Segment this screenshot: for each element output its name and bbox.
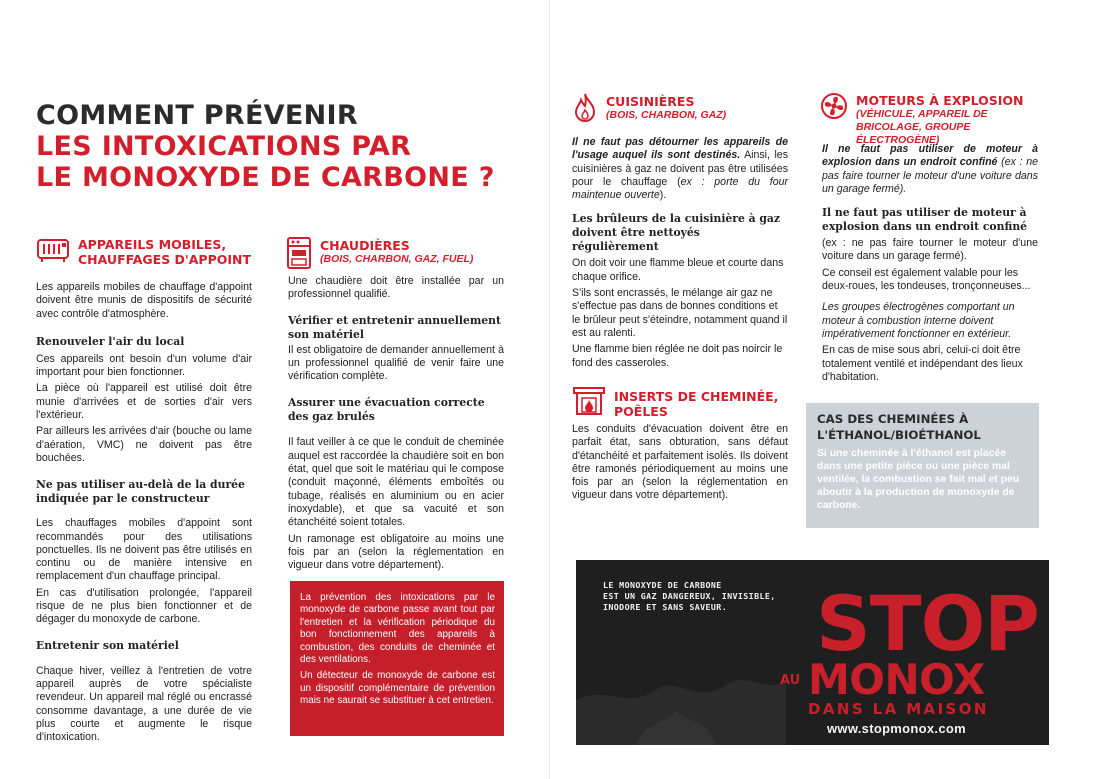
section-moteurs	[820, 92, 1044, 147]
paragraph: Chaque hiver, veillez à l'entretien de votre appareil auprès de votre spécialiste revendeur. Un appareil mal réglé ou encrassé consomme davantage, a une durée de vie plus courte et augmente le risque d'intoxication.	[36, 664, 252, 744]
title-line-1: COMMENT PRÉVENIR	[36, 100, 358, 131]
ethanol-callout	[806, 403, 1039, 528]
section-title: CHAUDIÈRES	[320, 238, 410, 253]
paragraph: En cas de mise sous abri, celui-ci doit être totalement ventilé et indépendant des lieux d'habitation.	[822, 344, 1023, 383]
section-header	[820, 92, 1044, 147]
monox-logo-text: MONOX	[808, 655, 985, 704]
text: ).	[659, 189, 667, 202]
subheading: Ne pas utiliser au-delà de la durée	[36, 478, 245, 492]
paragraph: Il faut veiller à ce que le conduit de cheminée auquel est raccordée la chaudière soit en bon état, quel que soit le matériau qui le compose (conduit maçonné, éléments emboîtés ou tubage, réalisés en aluminium ou en acier inoxydable), et que sa vacuité et son étanchéité soient totales.	[288, 436, 504, 529]
emphasis: Il ne faut pas utiliser de moteur à explosion dans un endroit confiné	[822, 143, 1038, 169]
banner-text	[603, 580, 823, 613]
subheading: Les brûleurs de la cuisinière à gaz	[572, 212, 781, 226]
section-title: APPAREILS MOBILES,	[78, 237, 227, 252]
cuisinieres-body	[572, 136, 788, 370]
section-subtitle-2: BRICOLAGE, GROUPE ÉLECTROGÈNE)	[856, 121, 971, 146]
stop-logo-text: STOP	[816, 579, 1039, 668]
paragraph: Les appareils mobiles de chauffage d'appoint doivent être munis de dispositifs de sécurité avec contrôle d'atmosphère.	[36, 281, 252, 320]
paragraph: Une chaudière doit être installée par un professionnel qualifié.	[288, 275, 504, 301]
section-header	[572, 386, 790, 421]
maison-logo-text: DANS LA MAISON	[808, 700, 989, 718]
section-header	[36, 234, 252, 269]
subheading: Assurer une évacuation correcte	[288, 396, 485, 410]
subheading: des gaz brulés	[288, 410, 375, 424]
subheading: Vérifier et entretenir annuellement	[288, 313, 501, 327]
callout-title: CAS DES CHEMINÉES À	[817, 412, 969, 426]
boiler-icon	[286, 236, 312, 275]
page-fold	[549, 0, 550, 779]
callout-text: Si une cheminée à l'éthanol est placée dans une petite pièce ou une pièce mal ventilée, la combustion se fait mal et peu aboutir à la production de monoxyde de carbone.	[817, 448, 1020, 511]
section-title-2: POÊLES	[614, 404, 668, 419]
section-inserts	[572, 386, 790, 421]
title-line-2: LES INTOXICATIONS PAR	[36, 131, 412, 162]
text: Ainsi, les cuisinières à gaz ne doivent pas être utilisées pour le chauffage (	[572, 149, 788, 188]
section-chaudieres	[286, 236, 504, 275]
paragraph: Les groupes électrogènes comportant un moteur à combustion interne doivent impérativement fonctionner en extérieur.	[822, 301, 1015, 340]
paragraph: S'ils sont encrassés, le mélange air gaz ne s'effectue pas dans de bonnes conditions et le brûleur peut s'éteindre, notamment quand il est au ralenti.	[572, 287, 788, 339]
callout-text-2: Un détecteur de monoxyde de carbone est un dispositif complémentaire de prévention mais ne saurait se substituer à cet entretien.	[300, 670, 495, 707]
paragraph: On doit voir une flamme bleue et courte dans chaque orifice.	[572, 257, 784, 283]
stop-monox-banner	[576, 560, 1049, 745]
subheading: Il ne faut pas utiliser de moteur à	[822, 206, 1027, 220]
text: (ex : ne pas faire tourner le moteur d'une voiture dans un garage fermé).	[822, 156, 1038, 195]
section-appareils-mobiles	[36, 234, 252, 269]
example: ex : porte du four maintenue ouverte	[572, 175, 789, 202]
paragraph: La pièce où l'appareil est utilisé doit être munie d'arrivées et de sorties d'air vers l'extérieur.	[36, 382, 252, 422]
paragraph: Les chauffages mobiles d'appoint sont recommandés pour des utilisations ponctuelles. Ils ne doivent pas être utilisés en continu ou de manière intensive en remplacement d'un chauffage principal.	[36, 517, 252, 583]
fan-icon	[820, 92, 848, 125]
section-title-2: CHAUFFAGES D'APPOINT	[78, 252, 252, 267]
paragraph: Un ramonage est obligatoire au moins une fois par an (selon la réglementation en vigueur dans votre département).	[288, 532, 504, 572]
subheading: doivent être nettoyés régulièrement	[572, 226, 700, 254]
paragraph	[572, 136, 788, 202]
paragraph: Une flamme bien réglée ne doit pas noircir le fond des casseroles.	[572, 343, 783, 369]
paragraph	[822, 143, 1038, 196]
emphasis: Il ne faut pas détourner les appareils de l'usage auquel ils sont destinés.	[572, 136, 788, 162]
section-subtitle: (BOIS, CHARBON, GAZ, FUEL)	[320, 253, 474, 265]
banner-line-1: LE MONOXYDE DE CARBONE	[603, 580, 722, 590]
inserts-body	[572, 423, 788, 503]
subheading: Entretenir son matériel	[36, 638, 179, 652]
fireplace-icon	[572, 386, 606, 421]
title-line-3: LE MONOXYDE DE CARBONE ?	[36, 162, 495, 193]
subheading: Renouveler l'air du local	[36, 334, 185, 348]
moteurs-body	[822, 143, 1038, 384]
prevention-callout	[290, 581, 504, 736]
section-cuisinieres	[572, 92, 790, 129]
section-subtitle: (VÉHICULE, APPAREIL DE	[856, 108, 988, 120]
section-title: INSERTS DE CHEMINÉE,	[614, 389, 779, 404]
banner-line-2: EST UN GAZ DANGEREUX, INVISIBLE,	[603, 591, 776, 601]
section-title: CUISINIÈRES	[606, 94, 695, 109]
callout-title-2: L'ÉTHANOL/BIOÉTHANOL	[817, 428, 981, 442]
paragraph: Ces appareils ont besoin d'un volume d'air important pour bien fonctionner.	[36, 352, 252, 379]
section-subtitle: (BOIS, CHARBON, GAZ)	[606, 109, 727, 121]
paragraph: (ex : ne pas faire tourner le moteur d'une voiture dans un garage fermé).	[822, 237, 1038, 263]
au-logo-text: AU	[780, 673, 801, 688]
main-title	[36, 100, 516, 193]
chaudieres-body	[288, 275, 504, 572]
appareils-body	[36, 281, 252, 744]
subheading: son matériel	[288, 327, 364, 341]
subheading: indiquée par le constructeur	[36, 492, 210, 506]
section-header	[572, 92, 790, 129]
paragraph: Par ailleurs les arrivées d'air (bouche ou lame d'aération, VMC) ne doivent pas être bouchées.	[36, 425, 252, 464]
section-title: MOTEURS À EXPLOSION	[856, 93, 1024, 108]
paragraph: Les conduits d'évacuation doivent être en parfait état, sans obturation, sans défaut d'étanchéité et parfaitement isolés. Ils doivent être ramonés périodiquement au moins une fois par an (selon la réglementation en vigueur dans votre département).	[572, 423, 788, 502]
heater-icon	[36, 234, 70, 269]
paragraph: Il est obligatoire de demander annuellement à un professionnel qualifié de venir faire une vérification complète.	[288, 343, 504, 383]
subheading: explosion dans un endroit confiné	[822, 220, 1028, 234]
banner-line-3: INODORE ET SANS SAVEUR.	[603, 602, 728, 612]
callout-text: La prévention des intoxications par le monoxyde de carbone passe avant tout par l'entretien et la vérification périodique du bon fonctionnement des appareils à combustion, des conduits de cheminée et des ventilations.	[300, 592, 495, 666]
paragraph: En cas d'utilisation prolongée, l'appareil risque de ne plus bien fonctionner et de dégager du monoxyde de carbone.	[36, 586, 252, 626]
section-header	[286, 236, 504, 275]
website-link[interactable]: www.stopmonox.com	[827, 721, 966, 736]
paragraph: Ce conseil est également valable pour les deux-roues, les tondeuses, tronçonneuses...	[822, 266, 1031, 293]
flame-icon	[572, 92, 598, 129]
